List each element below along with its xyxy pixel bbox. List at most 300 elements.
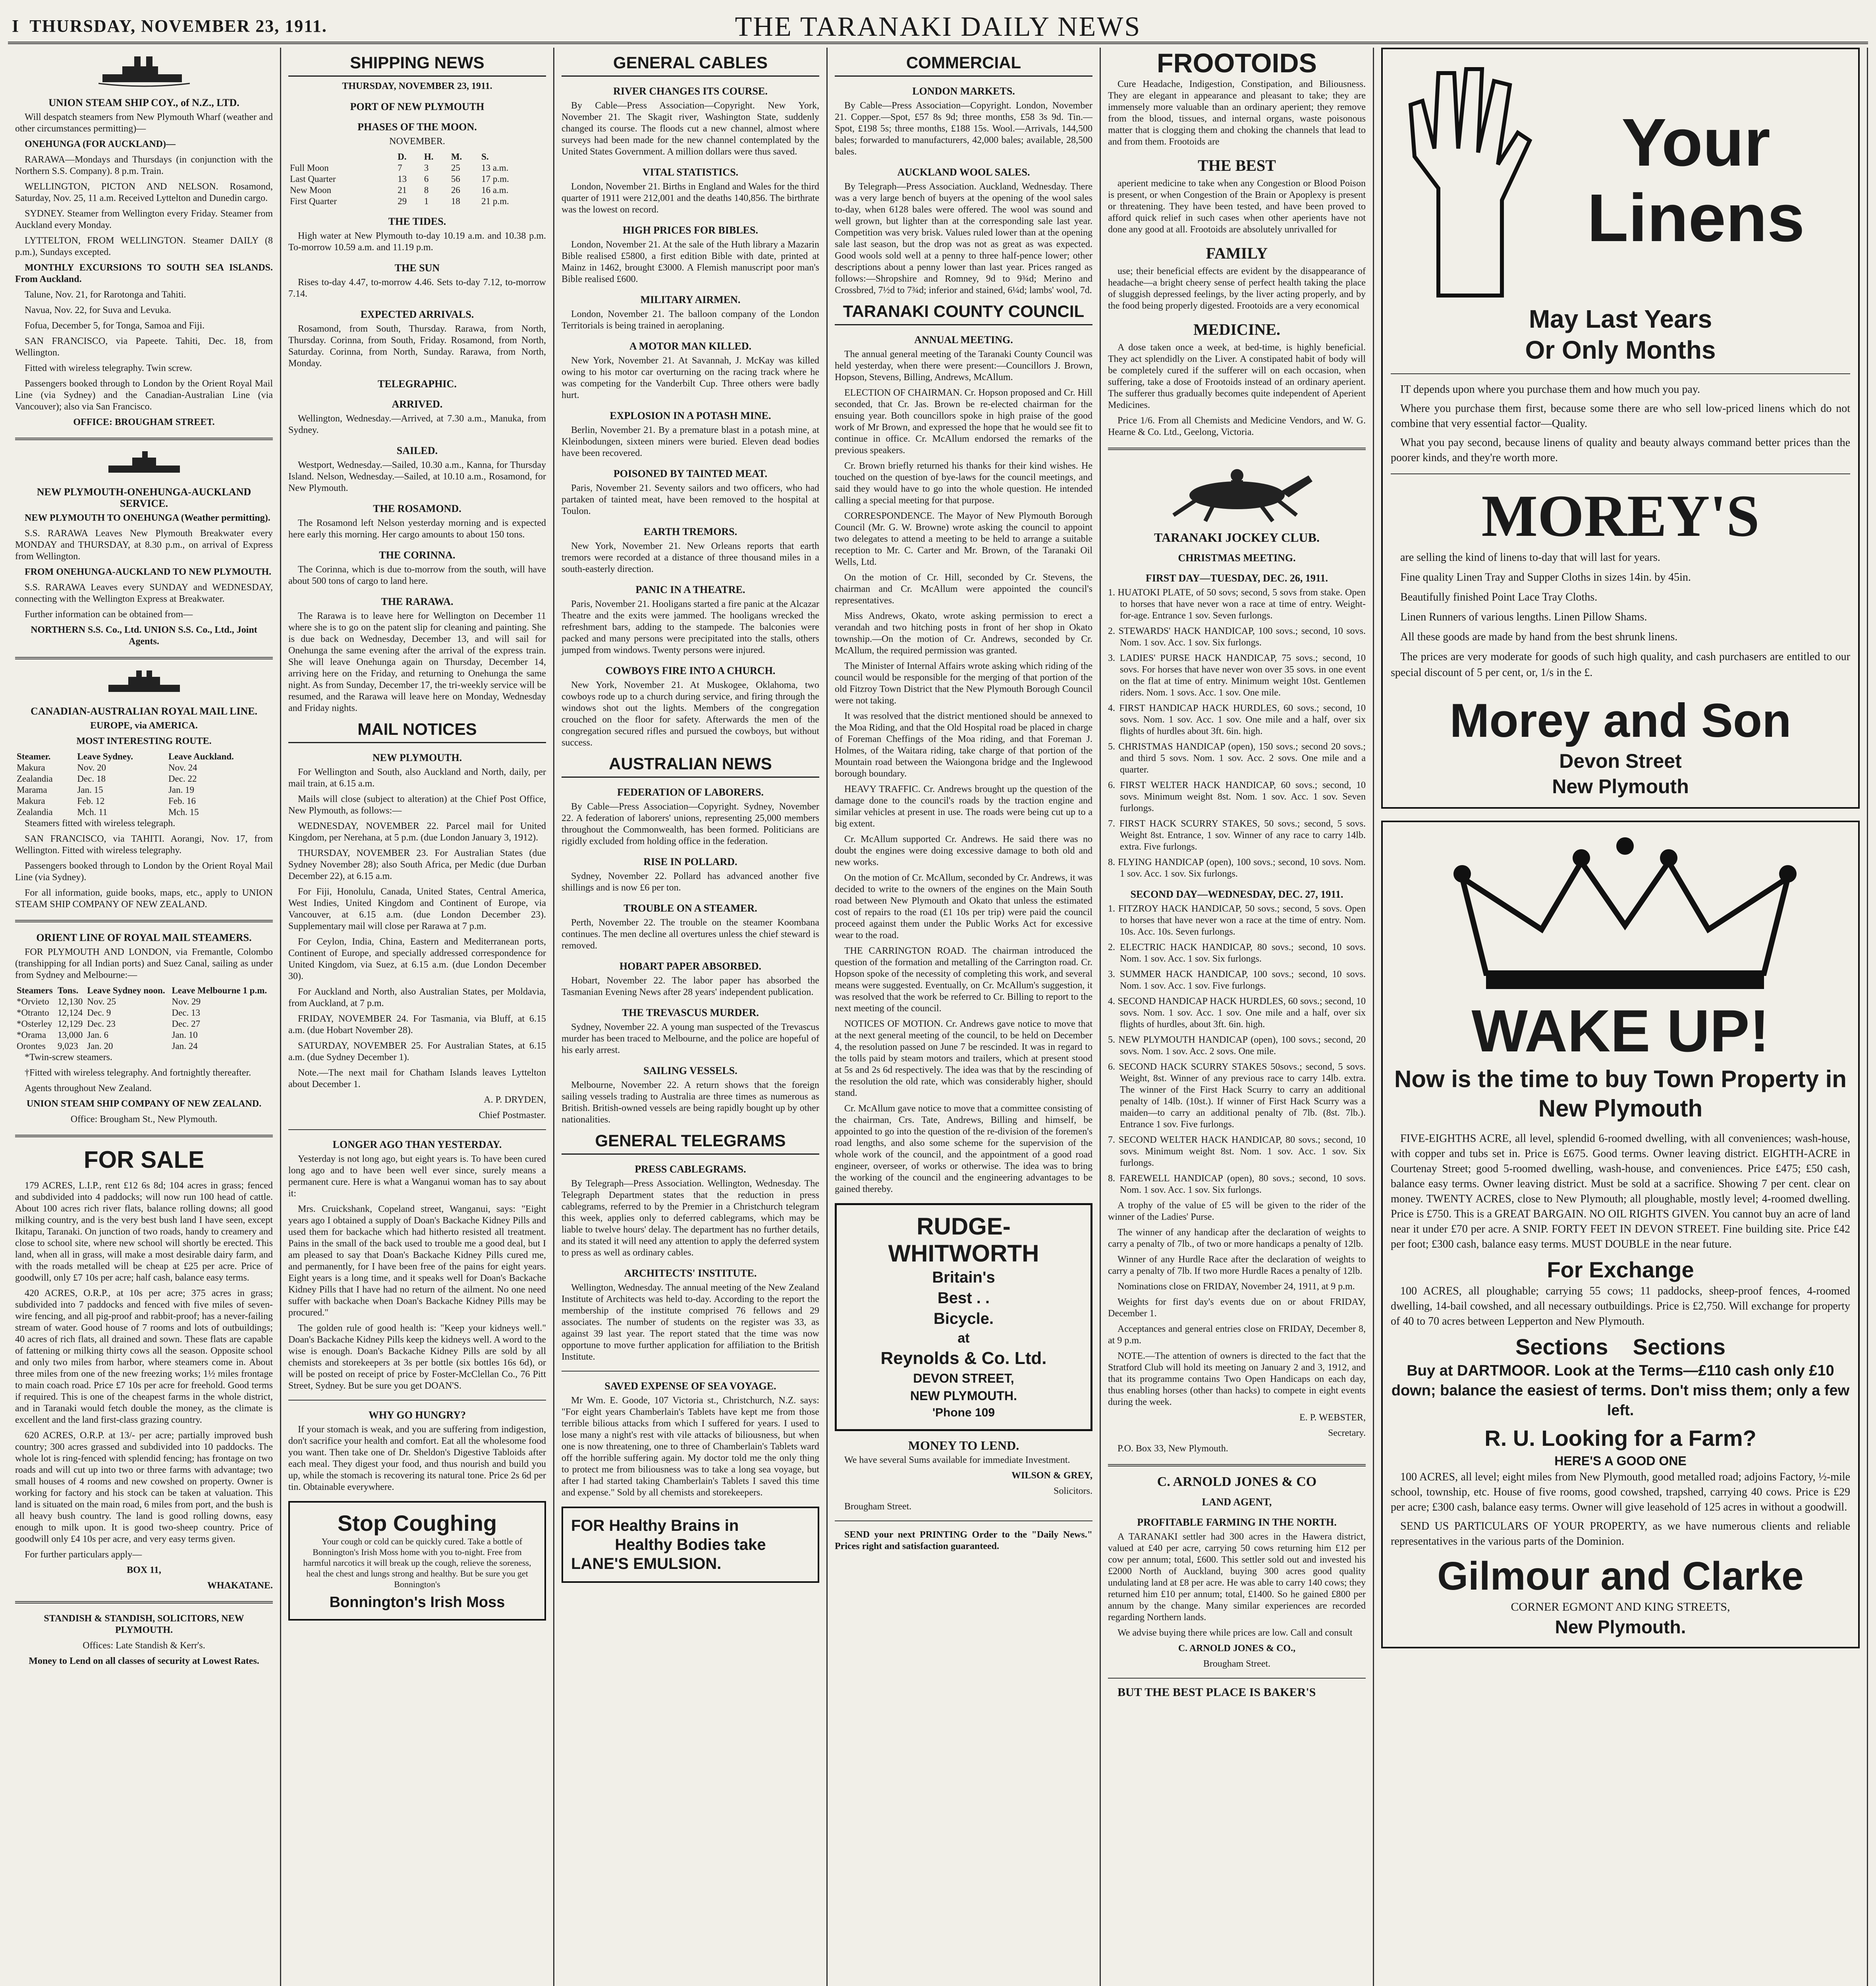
story-text: Hobart, November 22. The labor paper has absorbed the Tasmanian Evening News after 28 years' independent publication. xyxy=(562,976,819,997)
new-plymouth: New Plymouth xyxy=(1552,775,1689,798)
morey-para: are selling the kind of linens to-day that will last for years. xyxy=(1400,551,1660,564)
divider xyxy=(288,1129,546,1130)
table-cell: 1 xyxy=(424,196,429,206)
rarawa-heading: THE RARAWA. xyxy=(381,596,454,607)
mail-para: For Wellington and South, also Auckland and North, daily, per mail train, at 6.15 a.m. xyxy=(288,767,546,789)
devon-street: Devon Street xyxy=(1559,750,1682,772)
column-commercial xyxy=(828,48,1101,1986)
union-line: LYTTELTON, FROM WELLINGTON. Steamer DAILY (8 p.m.), Sundays excepted. xyxy=(15,236,273,257)
rudge-line: NEW PLYMOUTH. xyxy=(910,1389,1017,1403)
canadian-tail: SAN FRANCISCO, via TAHITI. Aorangi, Nov. 17, from Wellington. Fitted with wireless telegraphy. xyxy=(15,834,273,856)
council-para: Miss Andrews, Okato, wrote asking permission to erect a verandah and two hitching posts in front of her shop in Okato township.—On the motion of Cr. Andrews, seconded by Cr. McAllum, the required permission was granted. xyxy=(835,611,1092,656)
table-cell: 8 xyxy=(424,185,429,195)
only-months-line: Or Only Months xyxy=(1525,336,1716,364)
table-cell: Dec. 27 xyxy=(172,1019,201,1029)
your-heading: Your xyxy=(1621,105,1770,180)
table-cell: Feb. 12 xyxy=(77,796,105,806)
day1-heading: FIRST DAY—TUESDAY, DEC. 26, 1911. xyxy=(1146,572,1328,584)
table-row xyxy=(15,996,273,1007)
section-heading: COMMERCIAL xyxy=(835,53,1092,77)
linens-intro: What you pay second, because linens of quality and beauty always command better prices than the poorer kinds, and they're worth more. xyxy=(1391,437,1850,464)
table-cell: New Moon xyxy=(290,185,332,195)
table-cell: 3 xyxy=(424,163,429,173)
column-frootoids-jockey xyxy=(1101,48,1374,1986)
council-para: The Minister of Internal Affairs wrote asking which riding of the council would be responsible for the merging of that portion of the old Fitzroy Town District that the New Plymouth Borough Council were not taking. xyxy=(835,661,1092,706)
jockey-note: NOTE.—The attention of owners is directed to the fact that the Stratford Club will hold its meeting on January 2 and 3, 1912, and that its programme contains Two Open Handicaps on each day, thus enabling horses (other than hacks) to compete in eight events during the week. xyxy=(1108,1351,1366,1407)
why-heading: WHY GO HUNGRY? xyxy=(368,1409,466,1421)
table-cell: 9,023 xyxy=(58,1041,78,1051)
table-cell: Nov. 25 xyxy=(87,997,116,1007)
council-para: On the motion of Cr. McAllum, seconded by Cr. Andrews, it was decided to write to the owners of the engines on the Main South road between New Plymouth and Okato that unless the estimated cost of repairs to the road (£1 10s per trip) were paid the council proceed against them under the Public Works Act for excessive wear to the road. xyxy=(835,873,1092,941)
table-row xyxy=(15,1018,273,1030)
race-entry: 6. SECOND HACK SCURRY STAKES 50sovs.; second, 5 sovs. Weight, 8st. Winner of any previous race to carry 14lb. extra. The winner of the First Hack Scurry to carry an additional penalty of 14lb. (10st.). If winner of First Hack Scurry was a maiden—to carry an additional penalty of 7lb. (8st. 7lb.). Entrance 1 sov. Five furlongs. xyxy=(1108,1062,1366,1130)
story-heading: POISONED BY TAINTED MEAT. xyxy=(613,468,768,479)
orient-tail: †Fitted with wireless telegraphy. And fortnightly thereafter. xyxy=(25,1068,251,1078)
divider xyxy=(562,1371,819,1372)
orient-intro: FOR PLYMOUTH AND LONDON, via Fremantle, Colombo (transhipping for all Indian ports) and Suez Canal, sailing as under from Sydney and Melbourne:— xyxy=(15,947,273,980)
table-cell: 12,129 xyxy=(58,1019,83,1029)
voyage-heading: SAVED EXPENSE OF SEA VOYAGE. xyxy=(604,1380,776,1392)
story-heading: RIVER CHANGES ITS COURSE. xyxy=(613,85,768,97)
crown-icon xyxy=(1391,830,1859,997)
mail-para: For Auckland and North, also Australian States, per Moldavia, from Auckland, at 7 p.m. xyxy=(288,987,546,1008)
story-heading: THE TREVASCUS MURDER. xyxy=(621,1007,759,1018)
newspaper-title: THE TARANAKI DAILY NEWS xyxy=(735,12,1141,42)
table-cell: Feb. 16 xyxy=(168,796,196,806)
table-cell: Mch. 11 xyxy=(77,807,108,817)
race-entry: 8. FLYING HANDICAP (open), 100 sovs.; second, 10 sovs. Nom. 1 sov. Acc. 1 sov. Six furlongs. xyxy=(1108,857,1366,879)
racehorse-jockey-icon xyxy=(1110,460,1364,523)
table-cell: Dec. 9 xyxy=(87,1008,111,1018)
table-header: M. xyxy=(451,152,462,162)
story-text: London, November 21. The balloon company of the London Territorials is being trained in aeroplaning. xyxy=(562,309,819,331)
council-para: Cr. McAllum supported Cr. Andrews. He said there was no doubt the engines were doing excessive damage to both old and new works. xyxy=(835,834,1092,867)
arnold-note: We advise buying there while prices are low. Call and consult xyxy=(1117,1628,1353,1638)
wake-up-ad xyxy=(1381,821,1860,1648)
story-text: Sydney, November 22. A young man suspected of the Trevascus murder has been traced to Melbourne, and the police are hopeful of his early arrest. xyxy=(562,1022,819,1055)
table-cell: Marama xyxy=(17,785,47,795)
date-line: THURSDAY, NOVEMBER 23, 1911. xyxy=(29,16,327,36)
table-cell: *Orama xyxy=(17,1030,46,1040)
australian-news-heading: AUSTRALIAN NEWS xyxy=(562,754,819,778)
mail-notices-heading: MAIL NOTICES xyxy=(288,720,546,743)
divider xyxy=(1391,473,1850,474)
table-cell: 6 xyxy=(424,174,429,184)
arnold-sub: LAND AGENT, xyxy=(1202,1496,1272,1508)
table-cell: 18 xyxy=(451,196,460,206)
mail-para: Note.—The next mail for Chatham Islands leaves Lyttelton about December 1. xyxy=(288,1068,546,1090)
table-header: Leave Melbourne 1 p.m. xyxy=(172,985,267,995)
exchange-text: 100 ACRES, all ploughable; carrying 55 cows; 11 paddocks, sheep-proof fences, 4-roomed dwelling, 14-bail cowshed, and all necessary outbuildings. Price is £2,750. Will exchange for property of 40 to 70 acres between Lepperton and New Plymouth. xyxy=(1391,1285,1850,1327)
table-cell: 17 p.m. xyxy=(481,174,509,184)
jockey-box: P.O. Box 33, New Plymouth. xyxy=(1117,1443,1228,1454)
table-cell: 13,000 xyxy=(58,1030,83,1040)
table-cell: Jan. 20 xyxy=(87,1041,113,1051)
story-heading: PANIC IN A THEATRE. xyxy=(635,584,745,595)
table-cell: Nov. 20 xyxy=(77,763,106,773)
table-cell: Zealandia xyxy=(17,774,53,784)
mail-para: For Fiji, Honolulu, Canada, United States, Central America, West Indies, United Kingdom and Continent of Europe, via Vancouver, at 6.15 a.m. (due London December 23). Supplementary mail will close per Rarawa at 7 p.m. xyxy=(288,887,546,931)
table-cell: Jan. 15 xyxy=(77,785,103,795)
linens-intro: IT depends upon where you purchase them and how much you pay. xyxy=(1400,383,1700,396)
rudge-line: Best . . xyxy=(937,1289,990,1307)
stop-heading: Stop Coughing xyxy=(337,1511,497,1536)
canadian-tail: For all information, guide books, maps, etc., apply to UNION STEAM SHIP COMPANY OF NEW ZEALAND. xyxy=(15,888,273,910)
table-cell: 13 xyxy=(398,174,407,184)
table-cell: Nov. 24 xyxy=(168,763,197,773)
linens-ad xyxy=(1381,48,1860,809)
why-text: If your stomach is weak, and you are suffering from indigestion, don't sacrifice your health and comfort. Eat all the wholesome food you want. Then take one of Dr. Sheldon's Digestive Tabloids after each meal. They digest your food, and thus nourish and build you up, while the stomach is recovering its natural tone. Price 2s 6d per tin. Obtainable everywhere. xyxy=(288,1424,546,1492)
money-text: We have several Sums available for immediate Investment. xyxy=(844,1455,1070,1465)
medicine-heading: MEDICINE. xyxy=(1193,321,1280,338)
masthead xyxy=(8,4,1868,44)
morey-para: Beautifully finished Point Lace Tray Cloths. xyxy=(1400,591,1598,603)
story-text: New York, November 21. At Muskogee, Oklahoma, two cowboys rode up to a church during service, and firing through the windows shot out the lights. Members of the congregation crouched on the floor for safety. Afterwards the men of the congregation secured rifles and pursued the cowboys, but without success. xyxy=(562,680,819,748)
arnold-heading: C. ARNOLD JONES & CO xyxy=(1157,1474,1317,1489)
story-heading: COWBOYS FIRE INTO A CHURCH. xyxy=(605,665,776,676)
corinna-heading: THE CORINNA. xyxy=(379,549,455,561)
lanes-line: LANE'S EMULSION. xyxy=(571,1555,722,1573)
column-display-ads xyxy=(1374,48,1868,1986)
onehunga-heading: NEW PLYMOUTH-ONEHUNGA-AUCKLAND SERVICE. xyxy=(37,486,251,509)
standish-office: Offices: Late Standish & Kerr's. xyxy=(83,1640,205,1651)
union-line: ONEHUNGA (FOR AUCKLAND)— xyxy=(25,139,176,149)
linens-heading: Linens xyxy=(1587,180,1805,256)
orient-tail: Office: Brougham St., New Plymouth. xyxy=(70,1114,218,1124)
for-sale-para: For further particulars apply— xyxy=(25,1549,142,1560)
table-header: Leave Sydney noon. xyxy=(87,985,165,995)
jockey-note: A trophy of the value of £5 will be given to the rider of the winner of the Ladies' Purse. xyxy=(1108,1200,1366,1222)
general-telegrams-heading: GENERAL TELEGRAMS xyxy=(562,1131,819,1155)
table-header: S. xyxy=(481,152,489,162)
union-list xyxy=(15,112,273,428)
printing-ad: SEND your next PRINTING Order to the "Daily News." Prices right and satisfaction guaranteed. xyxy=(835,1530,1092,1551)
union-line: SYDNEY. Steamer from Wellington every Friday. Steamer from Auckland every Monday. xyxy=(15,209,273,230)
table-cell: 13 a.m. xyxy=(481,163,509,173)
race-entry: 1. FITZROY HACK HANDICAP, 50 sovs.; second, 5 sovs. Open to horses that have never won a race at the time of entry. Nom. 10s. Acc. 10s. Seven furlongs. xyxy=(1108,904,1366,937)
family-text: use; their beneficial effects are evident by the disappearance of headache—a bright cheery sense of perfect health taking the place of sluggish depressed feelings, by the liver acting properly, and by the food being properly digested. Frootoids are a very economical xyxy=(1108,266,1366,311)
council-sub: ANNUAL MEETING. xyxy=(914,334,1013,346)
story-text: London, November 21. Births in England and Wales for the third quarter of 1911 were 212,001 and the deaths 140,856. The birthrate was the lowest on record. xyxy=(562,182,819,215)
race-entry: 1. HUATOKI PLATE, of 50 sovs; second, 5 sovs from stake. Open to horses that have never won a race at time of entry. Weight-for-age. Entrance 1 sov. Seven furlongs. xyxy=(1108,587,1366,621)
exchange-heading: For Exchange xyxy=(1547,1257,1694,1282)
table-cell: Full Moon xyxy=(290,163,329,173)
voyage-text: Mr Wm. E. Goode, 107 Victoria st., Christchurch, N.Z. says: "For eight years Chamberlain's Tablets have kept me from those terrible bilious attacks from which I suffered for years. I used to lose many a night's rest with vile attacks of biliousness, but when one is now threatening, one to three of Chamberlain's Tablets ward off the horrible suffering again. My doctor told me the only thing to protect me from biliousness was to take a long sea voyage, but after I had started taking Chamberlain's Tablets I saved this time and expense." Sold by all chemists and storekeepers. xyxy=(562,1395,819,1498)
money-to-lend-heading: MONEY TO LEND. xyxy=(908,1438,1019,1453)
table-row xyxy=(15,1030,273,1041)
mail-signature: A. P. DRYDEN, xyxy=(484,1095,546,1105)
story-text: New York, November 21. At Savannah, J. McKay was killed owing to his motor car overturning on the racing track where he was competing for the Vanderbilt Cup. Three others were badly hurt. xyxy=(562,355,819,400)
table-cell: Mch. 15 xyxy=(168,807,199,817)
table-cell: *Orvieto xyxy=(17,997,49,1007)
for-sale-para: 420 ACRES, O.R.P., at 10s per acre; 375 acres in grass; subdivided into 7 paddocks and fenced with five miles of seven-wire fencing, and all pig-proof and rabbit-proof; has a never-failing stream of water. Good house of 7 rooms and lots of outbuildings; 40 acres of rich flats, all drained and sown. These flats are capable of fattening or milking thirty cows all the season. Opposite school and only two miles from harbor, where steamers come in. About three miles from one of the new freezing works; 1½ miles frontage to main coach road. Price £7 10s per acre for freehold. Good terms if required. This is one of the cheapest farms in the whole district, and in Taranaki would fetch double the money, as the climate is excellent and the land first-class grazing country. xyxy=(15,1288,273,1425)
story-heading: PRESS CABLEGRAMS. xyxy=(635,1163,746,1175)
table-row xyxy=(15,773,273,784)
frootoids-text: Cure Headache, Indigestion, Constipation, and Biliousness. They are elegant in appearance and pleasant to take; they are immensely more valuable than an ordinary aperient; they remove from the blood, tissues, and internal organs, waste poisonous matter that is clogging them and choking the channels that lead to and from them. Frootoids are xyxy=(1108,79,1366,147)
story-heading: EARTH TREMORS. xyxy=(643,526,737,537)
for-sale-heading: FOR SALE xyxy=(83,1146,205,1173)
mail-para: FRIDAY, NOVEMBER 24. For Tasmania, via Bluff, at 6.15 a.m. (due Hobart November 28). xyxy=(288,1014,546,1036)
story-text: By Cable—Press Association—Copyright. New York, November 21. The Skagit river, Washington State, suddenly changed its course. The floods cut a new channel, almost where surveys had been made for the new channel contemplated by the United States Government. A million dollars were thus saved. xyxy=(562,100,819,157)
longer-heading: LONGER AGO THAN YESTERDAY. xyxy=(332,1139,502,1150)
day2-heading: SECOND DAY—WEDNESDAY, DEC. 27, 1911. xyxy=(1130,889,1343,900)
phases-heading: PHASES OF THE MOON. xyxy=(357,121,477,133)
table-header: H. xyxy=(424,152,434,162)
jockey-note: The winner of any handicap after the declaration of weights to carry a penalty of 7lb., of two or more handicaps a penalty of 12lb. xyxy=(1108,1227,1366,1249)
port-heading: PORT OF NEW PLYMOUTH xyxy=(350,101,484,112)
divider xyxy=(15,657,273,659)
story-text: Paris, November 21. Seventy sailors and two officers, who had partaken of tainted meat, have been removed to the hospital at Toulon. xyxy=(562,483,819,516)
table-cell: 56 xyxy=(451,174,460,184)
divider xyxy=(1108,1464,1366,1466)
council-para: On the motion of Cr. Hill, seconded by Cr. Stevens, the chairman and Cr. McAllum were appointed the council's representatives. xyxy=(835,572,1092,606)
table-cell: Dec. 22 xyxy=(168,774,197,784)
rudge-line: DEVON STREET, xyxy=(913,1371,1014,1385)
table-cell: *Otranto xyxy=(17,1008,49,1018)
table-header: Steamer. xyxy=(17,752,51,761)
story-text: Melbourne, November 22. A return shows that the foreign sailing vessels trading to Australia are three times as numerous as British. British-owned vessels are being rapidly bought up by other nationalities. xyxy=(562,1080,819,1125)
mail-para: Mails will close (subject to alteration) at the Chief Post Office, New Plymouth, as follows:— xyxy=(288,794,546,816)
stop-text: Your cough or cold can be quickly cured. Take a bottle of Bonnington's Irish Moss home with you to-night. Free from harmful narcotics it will break up the cough, relieve the soreness, heal the chest and lungs strong and healthy. But be sure you get Bonnington's xyxy=(303,1536,531,1589)
union-line: Talune, Nov. 21, for Rarotonga and Tahiti. xyxy=(25,290,186,300)
story-heading: VITAL STATISTICS. xyxy=(642,166,739,178)
race-entry: 5. CHRISTMAS HANDICAP (open), 150 sovs.; second 20 sovs.; and third 5 sovs. Nom. 1 sov. Acc. 2 sovs. One mile and a quarter. xyxy=(1108,742,1366,775)
council-para: Cr. Brown briefly returned his thanks for their kind wishes. He touched on the question of bye-laws for the council meetings, and said they would have to go into the whole question. He intended calling a special meeting for that purpose. xyxy=(835,461,1092,506)
race-entry: 4. FIRST HANDICAP HACK HURDLES, 60 sovs.; second, 10 sovs. Nom. 1 sov. Acc. 1 sov. One mile and a half, over six flights of hurdles about 3ft. 6in. high. xyxy=(1108,703,1366,736)
divider xyxy=(15,1601,273,1603)
standish-heading: STANDISH & STANDISH, SOLICITORS, NEW PLYMOUTH. xyxy=(44,1613,244,1635)
union-line: Navua, Nov. 22, for Suva and Levuka. xyxy=(25,305,172,315)
wake-up-text: FIVE-EIGHTHS ACRE, all level, splendid 6-roomed dwelling, with all conveniences; wash-house, with copper and tubs set in. Price is £675. Good terms. Owner leaving district. EIGHTH-ACRE in Courtenay Street; good 5-roomed dwelling, wash-house, and conveniences. Price £475; £50 cash, balance easy terms. Owner leaving district. Must be sold at a sacrifice. Showing 7 per cent. clear on money. TWENTY ACRES, close to New Plymouth; all ploughable, mostly level; 4-roomed dwelling. Price is £750. This is a GREAT BARGAIN. NO OIL RIGHTS GIVEN. You cannot buy an acre of land near it under £70 per acre. A SNIP. FORTY FEET IN DEVON STREET. Fine building site. Price £42 per foot; £300 cash, balance easy terms. MUST DOUBLE in the near future. xyxy=(1391,1132,1850,1250)
onehunga-line: S.S. RARAWA Leaves New Plymouth Breakwater every MONDAY and THURSDAY, at 8.30 p.m., on arrival of Express from Wellington. xyxy=(15,528,273,562)
sailed-text: Westport, Wednesday.—Sailed, 10.30 a.m., Kanna, for Thursday Island. Nelson, Wednesday.—Sailed, at 10.10 a.m., Rosamond, for New Plymouth. xyxy=(288,460,546,493)
story-heading: EXPLOSION IN A POTASH MINE. xyxy=(610,410,771,421)
table-header: Steamers xyxy=(17,985,53,995)
table-cell: Nov. 29 xyxy=(172,997,201,1007)
story-heading: HIGH PRICES FOR BIBLES. xyxy=(623,224,758,236)
canadian-line: EUROPE, via AMERICA. xyxy=(90,721,198,731)
london-heading: LONDON MARKETS. xyxy=(912,85,1015,97)
stop-coughing-ad xyxy=(288,1501,546,1621)
lanes-line: Healthy Bodies take xyxy=(615,1536,766,1553)
table-row xyxy=(15,1041,273,1052)
london-text: By Cable—Press Association—Copyright. London, November 21. Copper.—Spot, £57 8s 9d; three months, £58 3s 9d. Tin.—Spot, £198 5s; three months, £188 15s. Wool.—Arrivals, 144,500 bales; forwarded to manufacturers, 42,000 bales; available, 28,500 bales. xyxy=(835,100,1092,157)
morey-para: Fine quality Linen Tray and Supper Cloths in sizes 14in. by 45in. xyxy=(1400,571,1691,583)
send-text: SEND US PARTICULARS OF YOUR PROPERTY, as we have numerous clients and reliable representatives in the various parts of the Dominion. xyxy=(1391,1520,1850,1547)
orient-table xyxy=(15,985,273,1052)
onehunga-line: S.S. RARAWA Leaves every SUNDAY and WEDNESDAY, connecting with the Wellington Express at Breakwater. xyxy=(15,582,273,604)
jockey-note: Acceptances and general entries close on FRIDAY, December 8, at 9 p.m. xyxy=(1108,1324,1366,1346)
table-header: D. xyxy=(398,152,407,162)
story-text: Sydney, November 22. Pollard has advanced another five shillings and is now £6 per ton. xyxy=(562,871,819,893)
canadian-line: MOST INTERESTING ROUTE. xyxy=(76,736,212,746)
wool-text: By Telegraph—Press Association. Auckland, Wednesday. There was a very large bench of buyers at the opening of the wool sales to-day, when 6128 bales were offered. The wool was sound and well grown, but lighter than at the corresponding sale last year. Competition was very brisk. Values ruled lower than at the opening sale last season, but the drop was not as great as was expected. Good wools sold well at a penny to three half-pence lower; other descriptions about a penny lower than last year. Prices ranged as follows:—Shropshire and Romney, 9d to 9¾d; Merino and Crossbred, 7½d to 7¾d; inferior and stained, 6¼d; lambs' wool, 7d. xyxy=(835,182,1092,296)
canadian-tail: Steamers fitted with wireless telegraph. xyxy=(25,818,176,829)
gilmour-clarke: Gilmour and Clarke xyxy=(1437,1554,1804,1598)
dartmoor-text: Buy at DARTMOOR. Look at the Terms—£110 cash only £10 down; balance the easiest of terms. Don't miss them; only a few left. xyxy=(1391,1362,1850,1419)
morey-and-son: Morey and Son xyxy=(1449,694,1791,747)
council-para: HEAVY TRAFFIC. Cr. Andrews brought up the question of the damage done to the council's roads by the traction engine and similar vehicles at present in use. The roads were being cut up to a big extent. xyxy=(835,784,1092,829)
race-entry: 6. FIRST WELTER HACK HANDICAP, 60 sovs.; second, 10 sovs. Minimum weight 8st. Nom. 1 sov. Acc. 1 sov. Seven furlongs. xyxy=(1108,780,1366,813)
story-heading: FEDERATION OF LABORERS. xyxy=(617,786,764,798)
table-row xyxy=(15,1007,273,1018)
corinna-text: The Corinna, which is due to-morrow from the south, will have about 500 tons of cargo to land here. xyxy=(288,564,546,586)
union-line: Fitted with wireless telegraphy. Twin screw. xyxy=(25,363,193,373)
story-text: London, November 21. At the sale of the Huth library a Mazarin Bible realised £5800, a first edition Bible with date, printed at Mainz in 1462, brought £3000. A Flemish manuscript poor man's Bible realised £600. xyxy=(562,240,819,284)
race-entry: 3. LADIES' PURSE HACK HANDICAP, 75 sovs.; second, 10 sovs. For horses that have never won over 35 sovs. in one event on the flat at time of entry. Minimum weight 10st. Gentlemen riders. Nom. 1 sovs. Acc. 1 sov. One mile. xyxy=(1108,653,1366,698)
frootoids-heading: FROOTOIDS xyxy=(1157,48,1317,78)
story-heading: ARCHITECTS' INSTITUTE. xyxy=(624,1267,757,1279)
pointing-hand-icon xyxy=(1391,57,1542,303)
table-header-row xyxy=(15,751,273,762)
for-sale-para: 620 ACRES, O.R.P. at 13/- per acre; partially improved bush country; 300 acres grassed and subdivided into 10 paddocks. The whole lot is ring-fenced with splendid fencing; has frontage on two roads and will cut up into two or three farms with advantage; two small houses of 4 rooms and new cowshed on property. Owner is working for factory and his stock can be taken at valuation. This land is situated on the main road, 6 miles from port, and the bush is all heavy bush country. The land is good rolling downs, easy enough to milk upon. It is good two-sheep country. Price of goodwill only £4 10s per acre, and very easy terms given. xyxy=(15,1430,273,1544)
rudge-line: Bicycle. xyxy=(933,1310,994,1327)
divider xyxy=(1108,448,1366,450)
mail-signature-role: Chief Postmaster. xyxy=(479,1110,546,1121)
story-text: Berlin, November 21. By a premature blast in a potash mine, at Kleinbodungen, sixteen miners were buried. Eleven dead bodies have been recovered. xyxy=(562,425,819,458)
farm-heading: R. U. Looking for a Farm? xyxy=(1484,1426,1756,1451)
rudge-line: at xyxy=(957,1331,970,1346)
money-place: Brougham Street. xyxy=(844,1501,912,1512)
divider xyxy=(1108,1678,1366,1679)
divider xyxy=(835,1520,1092,1521)
jockey-role: Secretary. xyxy=(1328,1428,1366,1438)
arnold-street: Brougham Street. xyxy=(1203,1659,1271,1669)
table-row xyxy=(288,162,546,174)
story-heading: MILITARY AIRMEN. xyxy=(640,294,741,305)
farm-text: 100 ACRES, all level; eight miles from New Plymouth, good metalled road; adjoins Factory, ½-mile school, township, etc. House of five rooms, good cowshed, trapshed, carrying 40 cows. Price is £29 per acre; £300 cash, balance easy terms. Owner will give leasehold of 125 acres in without a goodwill. xyxy=(1391,1471,1850,1513)
table-cell: Dec. 13 xyxy=(172,1008,201,1018)
medicine-text: A dose taken once a week, at bed-time, is highly beneficial. They act splendidly on the Liver. A constipated habit of body will be completely cured if the sufferer will on each occasion, when suffering, take a dose of Frootoids instead of an ordinary aperient. The sufferer thus gradually becomes quite independent of Aperient Medicines. xyxy=(1108,342,1366,410)
race-entry: 8. FAREWELL HANDICAP (open), 80 sovs.; second, 10 sovs. Nom. 1 sov. Acc. 1 sov. Six furlongs. xyxy=(1108,1173,1366,1195)
table-cell: 12,124 xyxy=(58,1008,83,1018)
phases-month: NOVEMBER. xyxy=(389,136,445,147)
money-firm: WILSON & GREY, xyxy=(1011,1470,1092,1481)
last-years-line: May Last Years xyxy=(1529,305,1712,333)
orient-tail: *Twin-screw steamers. xyxy=(25,1052,112,1063)
morey-para: All these goods are made by hand from the best shrunk linens. xyxy=(1400,631,1678,643)
canadian-table xyxy=(15,751,273,818)
story-text: Perth, November 22. The trouble on the steamer Koombana continues. The men decline all overtures unless the chief steward is removed. xyxy=(562,918,819,951)
table-cell: 21 p.m. xyxy=(481,196,509,206)
farm-sub: HERE'S A GOOD ONE xyxy=(1554,1454,1687,1468)
table-row xyxy=(288,185,546,196)
table-cell: Jan. 19 xyxy=(168,785,195,795)
rosamond-text: The Rosamond left Nelson yesterday morning and is expected here early this morning. Her cargo amounts to about 150 tons. xyxy=(288,518,546,540)
mail-sub: NEW PLYMOUTH. xyxy=(372,752,462,763)
arrivals-text: Rosamond, from South, Thursday. Rarawa, from North, Thursday. Corinna, from South, Friday. Rosamond, from North, Saturday. Corinna, from North, Sunday. Rarawa, from North, Monday. xyxy=(288,324,546,369)
morey-para: The prices are very moderate for goods of such high quality, and cash purchasers are entitled to our special discount of 5 per cent, or, 1/s in the £. xyxy=(1391,651,1850,679)
story-heading: RISE IN POLLARD. xyxy=(643,856,737,867)
page-marker: I xyxy=(12,16,20,36)
council-heading: TARANAKI COUNTY COUNCIL xyxy=(835,302,1092,325)
lanes-line: FOR Healthy Brains in xyxy=(571,1517,739,1534)
race-entry: 7. FIRST HACK SCURRY STAKES, 50 sovs.; second, 5 sovs. Weight 8st. Entrance, 1 sov. Winner of any race to carry 14lb. extra. Five furlongs. xyxy=(1108,819,1366,852)
moreys-heading: MOREY'S xyxy=(1481,483,1760,549)
council-para: ELECTION OF CHAIRMAN. Cr. Hopson proposed and Cr. Hill seconded, that Cr. Jas. Brown be re-elected chairman for the ensuing year. Both councillors spoke in high praise of the good work of Mr Brown, and expressed the hope that he would see fit to continue in office. Cr. McAllum endorsed the remarks of the previous speakers. xyxy=(835,388,1092,456)
jockey-signature: E. P. WEBSTER, xyxy=(1299,1412,1366,1423)
mail-para: WEDNESDAY, NOVEMBER 22. Parcel mail for United Kingdom, per Nerehana, at 5 p.m. (due London January 3, 1912). xyxy=(288,821,546,843)
wool-heading: AUCKLAND WOOL SALES. xyxy=(897,166,1030,178)
arnold-firm: C. ARNOLD JONES & CO., xyxy=(1178,1643,1296,1654)
tides-text: High water at New Plymouth to-day 10.19 a.m. and 10.38 p.m. To-morrow 10.59 a.m. and 11.19 p.m. xyxy=(288,231,546,253)
arnold-text: A TARANAKI settler had 300 acres in the Hawera district, valued at £40 per acre, carrying 50 cows returning him £12 per cow per annum; total, £600. This settler sold out and invested his £2000 North of Auckland, buying 300 acres good quality undulating land at £8 per acre. He was able to carry 140 cows; they returned him £10 per annum; total, £1400. So he gained £800 per annum by the change. Many similar experiences are recorded regarding Northern lands. xyxy=(1108,1532,1366,1623)
arrived-heading: ARRIVED. xyxy=(392,398,443,410)
for-sale-box: BOX 11, xyxy=(127,1565,161,1575)
union-line: WELLINGTON, PICTON AND NELSON. Rosamond, Saturday, Nov. 25, 11 a.m. Received Lyttelton and Dunedin cargo. xyxy=(15,182,273,203)
union-line: MONTHLY EXCURSIONS TO SOUTH SEA ISLANDS. From Auckland. xyxy=(15,263,273,284)
story-text: Paris, November 21. Hooligans started a fire panic at the Alcazar Theatre and the exits were jammed. The hooligans wrecked the refreshment bars, adding to the stampede. The balconies were packed and many persons were precipitated into the stalls, others jumped from windows. Twenty persons were injured. xyxy=(562,599,819,655)
table-cell: Last Quarter xyxy=(290,174,336,184)
story-heading: A MOTOR MAN KILLED. xyxy=(629,340,752,352)
section-heading: GENERAL CABLES xyxy=(562,53,819,77)
gilmour-address: CORNER EGMONT AND KING STREETS, xyxy=(1511,1600,1730,1613)
table-header-row xyxy=(288,151,546,162)
frootoids-price: Price 1/6. From all Chemists and Medicine Vendors, and W. G. Hearne & Co. Ltd., Geelong, Victoria. xyxy=(1108,415,1366,437)
divider xyxy=(1391,373,1850,374)
jockey-heading: TARANAKI JOCKEY CLUB. xyxy=(1154,530,1320,545)
table-row xyxy=(288,196,546,207)
arnold-title: PROFITABLE FARMING IN THE NORTH. xyxy=(1137,1517,1337,1528)
mail-para: THURSDAY, NOVEMBER 23. For Australian States (due Sydney November 28); also South Africa, per Medic (due Durban December 22), at 6.15 a.m. xyxy=(288,848,546,881)
table-cell: Orontes xyxy=(17,1041,46,1051)
money-role: Solicitors. xyxy=(1053,1486,1092,1496)
for-sale-para: 179 ACRES, L.I.P., rent £12 6s 8d; 104 acres in grass; fenced and subdivided into 4 paddocks; will now run 100 head of cattle. About 100 acres rich river flats, balance rolling downs; all good milking country, and is the very best bush land I have seen, except Ikitapu, Taranaki. On junction of two roads, handy to creamery and close to school site, where new school will shortly be erected. This land, when all in grass, will make a most desirable dairy farm, and with the roads metalled will be cheap at £25 per acre. Price of goodwill, only £7 10s per acre; half cash, balance easy terms. xyxy=(15,1180,273,1283)
race-entry: 3. SUMMER HACK HANDICAP, 100 sovs.; second, 10 sovs. Nom. 1 sov. Acc. 1 sov. Five furlongs. xyxy=(1108,969,1366,991)
divider xyxy=(15,920,273,922)
council-para: The annual general meeting of the Taranaki County Council was held yesterday, when there were present:—Councillors J. Brown, Hopson, Stevens, Billing, Andrews, McAllum. xyxy=(835,349,1092,383)
table-cell: Dec. 23 xyxy=(87,1019,116,1029)
rudge-line: 'Phone 109 xyxy=(932,1406,995,1419)
family-heading: FAMILY xyxy=(1206,244,1268,262)
table-cell: 16 a.m. xyxy=(481,185,509,195)
longer-para: The golden rule of good health is: "Keep your kidneys well." Doan's Backache Kidney Pills keep the kidneys well. A word to the wise is enough. Doan's Backache Kidney Pills are sold by all chemists and storekeepers at 3s per bottle (six bottles 16s 6d), or will be posted on receipt of price by Foster-McClellan Co., 76 Pitt Street, Sydney. But be sure you get DOAN'S. xyxy=(288,1323,546,1391)
story-heading: SAILING VESSELS. xyxy=(643,1065,737,1076)
table-cell: 26 xyxy=(451,185,460,195)
race-entry: 2. STEWARDS' HACK HANDICAP, 100 sovs.; second, 10 sovs. Nom. 1 sov. Acc. 1 sov. Six furlongs. xyxy=(1108,626,1366,648)
table-row xyxy=(15,784,273,796)
moon-table xyxy=(288,151,546,207)
steamer-icon xyxy=(104,450,184,477)
table-row xyxy=(15,762,273,773)
table-header: Leave Sydney. xyxy=(77,752,133,761)
sun-text: Rises to-day 4.47, to-morrow 4.46. Sets to-day 7.12, to-morrow 7.14. xyxy=(288,277,546,299)
table-header-row xyxy=(15,985,273,996)
rosamond-heading: THE ROSAMOND. xyxy=(373,503,461,514)
steamer-icon xyxy=(104,669,184,697)
standish-money: Money to Lend on all classes of security at Lowest Rates. xyxy=(29,1656,259,1666)
table-header: Leave Auckland. xyxy=(168,752,234,761)
steamer-icon xyxy=(98,52,190,88)
race-entry: 7. SECOND WELTER HACK HANDICAP, 80 sovs.; second, 10 sovs. Minimum weight 8st. Nom. 1 sov. Acc. 1 sov. Six furlongs. xyxy=(1108,1135,1366,1168)
council-para: THE CARRINGTON ROAD. The chairman introduced the question of the formation and metalling of the Carrington road. Cr. Hopson spoke of the necessity of completing this work, and several means were suggested. Eventually, on Cr. McAllum's suggestion, it was resolved that the work be referred to Cr. Billing to report to the next meeting of the council. xyxy=(835,946,1092,1014)
union-line: SAN FRANCISCO, via Papeete. Tahiti, Dec. 18, from Wellington. xyxy=(15,336,273,358)
sun-heading: THE SUN xyxy=(394,262,440,274)
table-cell: Dec. 18 xyxy=(77,774,106,784)
column-general-cables xyxy=(554,48,828,1986)
column-shipping-news xyxy=(281,48,554,1986)
column-shipping-ads xyxy=(8,48,281,1986)
wake-up-heading: WAKE UP! xyxy=(1471,997,1770,1064)
orient-tail: UNION STEAM SHIP COMPANY OF NEW ZEALAND. xyxy=(26,1099,262,1109)
table-cell: First Quarter xyxy=(290,196,337,206)
story-heading: TROUBLE ON A STEAMER. xyxy=(623,902,757,914)
stop-brand: Bonnington's Irish Moss xyxy=(329,1594,505,1611)
table-cell: Jan. 24 xyxy=(172,1041,198,1051)
sailed-heading: SAILED. xyxy=(396,445,438,456)
race-entry: 2. ELECTRIC HACK HANDICAP, 80 sovs.; second, 10 sovs. Nom. 1 sov. Acc. 1 sov. Six furlongs. xyxy=(1108,942,1366,964)
for-sale-place: WHAKATANE. xyxy=(207,1580,273,1591)
